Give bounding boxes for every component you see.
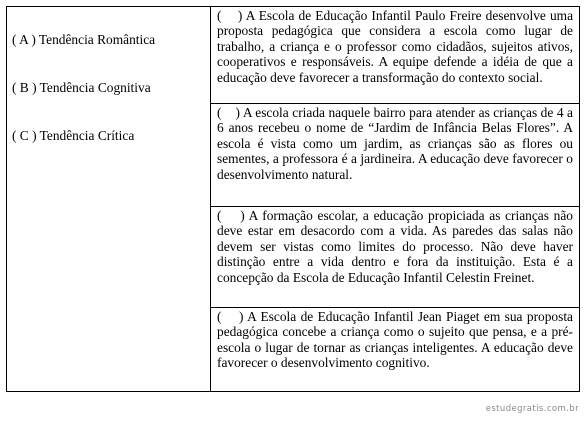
options-list — [7, 7, 210, 144]
answer-blank: ( ) — [217, 8, 243, 23]
statement-3 — [211, 207, 579, 285]
option-c-label: ( C ) Tendência Crítica — [12, 128, 135, 143]
statement-cell — [211, 104, 580, 207]
option-a-label: ( A ) Tendência Romântica — [12, 32, 156, 47]
options-column — [7, 7, 211, 392]
statement-2 — [211, 104, 579, 182]
statement-text: A formação escolar, a educação propiciada as crianças não deve estar em desacordo com a vida. As paredes das salas não devem ser vistas como limites do processo. Não deve haver distinção entre a vida dentro e fora da instituição. Esta é a concepção da Escola de Educação Infantil Celestin Freinet. — [217, 208, 573, 285]
statement-text: A Escola de Educação Infantil Paulo Freire desenvolve uma proposta pedagógica que considera a escola como lugar de trabalho, a criança e o professor como cidadãos, sujeitos ativos, cooperativos e responsáveis. A equipe defende a idéia de que a educação deve favorecer a transformação do contexto social. — [217, 8, 574, 85]
statement-cell — [211, 308, 580, 392]
watermark: estudegratis.com.br — [485, 404, 579, 414]
statement-4 — [211, 308, 579, 371]
answer-blank: ( ) — [217, 309, 244, 324]
answer-blank: ( ) — [217, 208, 245, 223]
answer-blank: ( ) — [217, 105, 241, 120]
statement-cell — [211, 207, 580, 308]
statement-text: A escola criada naquele bairro para atender as crianças de 4 a 6 anos recebeu o nome de “Jardim de Infância Belas Flores”. A escola é vista como um jardim, as crianças são as flores ou sementes, a professora é a jardineira. A educação deve favorecer o desenvolvimento natural. — [217, 105, 574, 182]
matching-question-table — [6, 6, 580, 392]
statement-cell — [211, 7, 580, 104]
statement-1 — [211, 7, 579, 85]
statement-text: A Escola de Educação Infantil Jean Piaget em sua proposta pedagógica concebe a criança como o sujeito que pensa, e a pré-escola o lugar de tornar as crianças inteligentes. A educação deve favorecer o desenvolvimento cognitivo. — [217, 309, 573, 371]
table-row — [7, 7, 580, 104]
option-b-label: ( B ) Tendência Cognitiva — [12, 80, 151, 95]
